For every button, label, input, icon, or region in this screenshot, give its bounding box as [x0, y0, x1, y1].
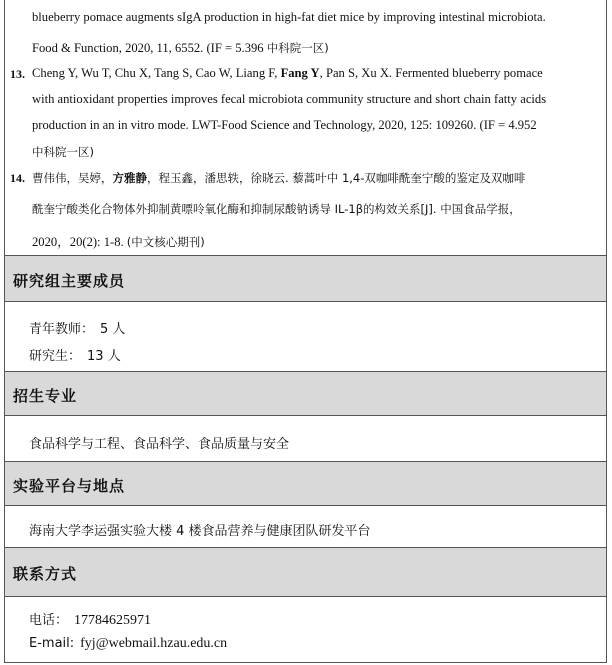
- section-row: [29, 520, 371, 539]
- reference-text: production in an in vitro mode. LWT-Food Science and Technology, 2020, 125: 109260. (IF = 4.952: [32, 118, 537, 132]
- reference-text: Cheng Y, Wu T, Chu X, Tang S, Cao W, Liang F,: [32, 66, 281, 80]
- section-row: [29, 636, 227, 652]
- section-title: 招生专业: [13, 386, 78, 405]
- row-label: 研究生：: [29, 349, 82, 364]
- section-row: [29, 318, 125, 337]
- reference-list: [5, 0, 606, 255]
- reference-line: [32, 118, 537, 133]
- document-table: [4, 0, 607, 663]
- reference-line: [32, 170, 525, 186]
- reference-line: [32, 92, 546, 107]
- row-label: E-mail:: [29, 636, 75, 651]
- row-value: 13 人: [87, 349, 121, 364]
- section-row: [29, 433, 289, 452]
- row-value: 17784625971: [74, 613, 152, 628]
- reference-line: [32, 201, 521, 217]
- reference-text: 中科院一区): [32, 145, 94, 159]
- section-row: [29, 345, 121, 364]
- reference-text: 方雅静: [112, 171, 147, 185]
- row-value: fyj@webmail.hzau.edu.cn: [80, 636, 228, 651]
- reference-line: [32, 10, 546, 25]
- section-header: [5, 255, 606, 302]
- reference-text: (中文核心期刊): [126, 235, 205, 249]
- row-label: 海南大学李运强实验大楼 4 楼食品营养与健康团队研发平台: [29, 524, 371, 539]
- reference-text: Food & Function, 2020, 11, 6552. (IF = 5.396: [32, 41, 267, 55]
- row-label: 青年教师：: [29, 322, 95, 337]
- section-header: [5, 371, 606, 416]
- reference-line: [32, 144, 94, 160]
- section-title: 研究组主要成员: [13, 271, 126, 290]
- row-value: 5 人: [100, 322, 126, 337]
- reference-text: 2020，20(2): 1-8.: [32, 235, 127, 249]
- reference-text: Fang Y: [280, 66, 320, 80]
- reference-text: , Pan S, Xu X. Fermented blueberry pomace: [319, 66, 543, 80]
- reference-text: with antioxidant properties improves fecal microbiota community structure and short chain fatty acids: [32, 92, 547, 106]
- section-header: [5, 461, 606, 506]
- reference-text: 酰奎宁酸类化合物体外抑制黄嘌呤氧化酶和抑制尿酸钠诱导 IL-1β的构效关系[J]. 中国食品学报，: [32, 202, 521, 216]
- reference-text: blueberry pomace augments sIgA production in high-fat diet mice by improving intestinal microbiota.: [32, 10, 546, 24]
- section-row: [29, 609, 151, 629]
- reference-line: [32, 66, 543, 81]
- row-label: 食品科学与工程、食品科学、食品质量与安全: [29, 437, 290, 452]
- reference-text: 中科院一区): [266, 41, 329, 55]
- row-label: 电话：: [29, 613, 69, 628]
- section-header: [5, 547, 606, 597]
- reference-number: 13.: [10, 67, 25, 81]
- section-title: 实验平台与地点: [13, 476, 126, 495]
- reference-line: [32, 231, 205, 250]
- section-title: 联系方式: [13, 565, 78, 583]
- reference-text: ，程玉鑫，潘思轶，徐晓云. 藜蒿叶中 1,4-双咖啡酰奎宁酸的鉴定及双咖啡: [147, 171, 526, 185]
- reference-line: [32, 40, 329, 56]
- reference-text: 曹伟伟，吴婷，: [32, 171, 113, 185]
- reference-number: 14.: [10, 171, 25, 185]
